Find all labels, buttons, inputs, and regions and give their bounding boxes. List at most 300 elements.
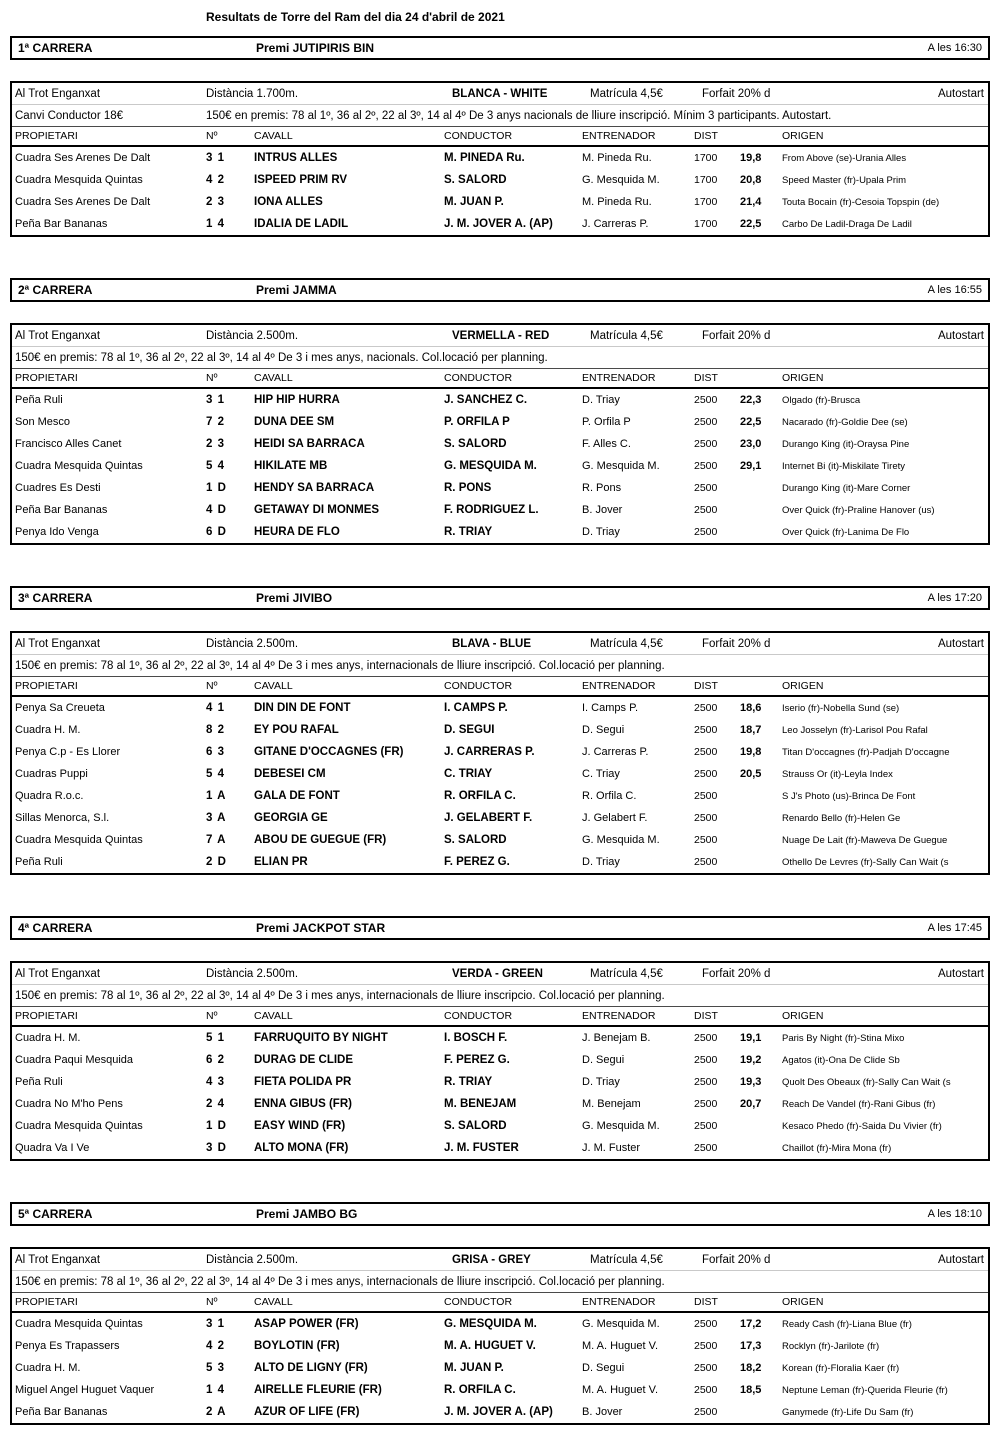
table-row: [12, 411, 988, 433]
race-premi-name: Premi JIVIBO: [256, 591, 333, 605]
cell-propietari: Peña Bar Bananas: [15, 1406, 108, 1418]
col-header-dist: DIST: [694, 130, 718, 142]
cell-cavall: ALTO MONA (FR): [254, 1142, 349, 1154]
cell-cavall: GEORGIA GE: [254, 812, 328, 824]
cell-conductor: M. BENEJAM: [444, 1098, 517, 1110]
table-row: [12, 147, 988, 169]
cell-cavall: DURAG DE CLIDE: [254, 1054, 354, 1066]
table-row: [12, 389, 988, 411]
race-rows: [12, 389, 988, 543]
cell-dist: 2500: [694, 702, 718, 714]
cell-propietari: Sillas Menorca, S.l.: [15, 812, 110, 824]
cell-cavall: ENNA GIBUS (FR): [254, 1098, 352, 1110]
col-header-num: Nº: [206, 1296, 218, 1308]
race-color: GRISA - GREY: [452, 1253, 531, 1266]
cell-propietari: Cuadra Mesquida Quintas: [15, 1120, 143, 1132]
race-number: 5ª CARRERA: [18, 1207, 93, 1221]
cell-propietari: Penya Es Trapassers: [15, 1340, 120, 1352]
cell-dist: 2500: [694, 1032, 718, 1044]
table-row: [12, 191, 988, 213]
table-row: [12, 455, 988, 477]
cell-entrenador: J. Carreras P.: [582, 218, 649, 230]
cell-entrenador: D. Segui: [582, 1362, 625, 1374]
race-header-bar: [10, 916, 990, 940]
race-table: [10, 1247, 990, 1425]
race-distance: Distància 2.500m.: [206, 637, 299, 650]
race-matricula: Matrícula 4,5€: [590, 329, 663, 342]
cell-entrenador: M. Pineda Ru.: [582, 152, 652, 164]
cell-num: 7 A: [206, 834, 227, 846]
race-prize-conditions: 150€ en premis: 78 al 1º, 36 al 2º, 22 al 3º, 14 al 4º De 3 i mes anys, nacionals. Col.locació per planning.: [15, 351, 548, 364]
cell-propietari: Cuadra Mesquida Quintas: [15, 834, 143, 846]
race-info-row: [12, 1249, 988, 1271]
table-header-row: [12, 677, 988, 697]
cell-entrenador: G. Mesquida M.: [582, 1318, 660, 1330]
cell-propietari: Miguel Angel Huguet Vaquer: [15, 1384, 155, 1396]
race-premi-name: Premi JAMMA: [256, 283, 337, 297]
table-row: [12, 829, 988, 851]
cell-origen: Neptune Leman (fr)-Querida Fleurie (fr): [782, 1384, 948, 1396]
cell-cavall: IONA ALLES: [254, 196, 323, 208]
cell-entrenador: C. Triay: [582, 768, 620, 780]
race-premis-row: [12, 655, 988, 677]
cell-conductor: I. CAMPS P.: [444, 702, 508, 714]
cell-record-time: 17,3: [740, 1340, 762, 1352]
cell-conductor: J. M. JOVER A. (AP): [444, 218, 553, 230]
cell-cavall: AIRELLE FLEURIE (FR): [254, 1384, 382, 1396]
col-header-num: Nº: [206, 372, 218, 384]
col-header-dist: DIST: [694, 1296, 718, 1308]
cell-num: 3 1: [206, 394, 225, 406]
race-mode: Al Trot Enganxat: [15, 967, 101, 980]
cell-origen: From Above (se)-Urania Alles: [782, 152, 907, 164]
cell-dist: 1700: [694, 218, 718, 230]
cell-origen: Internet Bi (it)-Miskilate Tirety: [782, 460, 905, 472]
cell-propietari: Cuadra Mesquida Quintas: [15, 1318, 143, 1330]
cell-dist: 2500: [694, 812, 718, 824]
cell-dist: 2500: [694, 460, 718, 472]
cell-origen: Korean (fr)-Floralia Kaer (fr): [782, 1362, 900, 1374]
race-forfait: Forfait 20% d: [702, 967, 771, 980]
cell-dist: 1700: [694, 174, 718, 186]
cell-origen: Durango King (it)-Oraysa Pine: [782, 438, 910, 450]
table-row: [12, 477, 988, 499]
race-matricula: Matrícula 4,5€: [590, 967, 663, 980]
cell-propietari: Francisco Alles Canet: [15, 438, 122, 450]
col-header-cavall: CAVALL: [254, 680, 293, 692]
race-number: 2ª CARRERA: [18, 283, 93, 297]
races-container: [10, 36, 990, 1425]
cell-origen: Strauss Or (it)-Leyla Index: [782, 768, 893, 780]
col-header-entrenador: ENTRENADOR: [582, 680, 656, 692]
cell-entrenador: P. Orfila P: [582, 416, 631, 428]
cell-dist: 2500: [694, 416, 718, 428]
race-distance: Distància 2.500m.: [206, 329, 299, 342]
race-start-type: Autostart: [937, 87, 984, 100]
cell-num: 6 3: [206, 746, 225, 758]
cell-cavall: ASAP POWER (FR): [254, 1318, 359, 1330]
cell-entrenador: M. Benejam: [582, 1098, 641, 1110]
table-header-row: [12, 127, 988, 147]
cell-num: 2 D: [206, 856, 227, 868]
cell-num: 4 3: [206, 1076, 225, 1088]
race-start-time: A les 17:20: [927, 592, 982, 604]
cell-num: 1 A: [206, 790, 227, 802]
table-row: [12, 1027, 988, 1049]
cell-cavall: EY POU RAFAL: [254, 724, 339, 736]
cell-origen: Renardo Bello (fr)-Helen Ge: [782, 812, 901, 824]
cell-record-time: 19,3: [740, 1076, 762, 1088]
col-header-conductor: CONDUCTOR: [444, 1296, 513, 1308]
table-row: [12, 741, 988, 763]
race-number: 4ª CARRERA: [18, 921, 93, 935]
race-section: [10, 278, 990, 545]
cell-num: 4 2: [206, 174, 225, 186]
col-header-dist: DIST: [694, 680, 718, 692]
cell-num: 1 D: [206, 482, 227, 494]
cell-conductor: S. SALORD: [444, 1120, 507, 1132]
cell-conductor: G. MESQUIDA M.: [444, 460, 537, 472]
cell-record-time: 29,1: [740, 460, 762, 472]
table-row: [12, 719, 988, 741]
race-number: 1ª CARRERA: [18, 41, 93, 55]
cell-conductor: D. SEGUI: [444, 724, 495, 736]
col-header-dist: DIST: [694, 1010, 718, 1022]
race-matricula: Matrícula 4,5€: [590, 637, 663, 650]
table-row: [12, 1401, 988, 1423]
cell-cavall: HENDY SA BARRACA: [254, 482, 375, 494]
cell-cavall: DEBESEI CM: [254, 768, 326, 780]
cell-propietari: Penya C.p - Es Llorer: [15, 746, 121, 758]
cell-dist: 1700: [694, 196, 718, 208]
col-header-num: Nº: [206, 1010, 218, 1022]
cell-propietari: Cuadra Mesquida Quintas: [15, 174, 143, 186]
cell-num: 5 1: [206, 1032, 225, 1044]
col-header-cavall: CAVALL: [254, 130, 293, 142]
race-start-time: A les 16:30: [927, 42, 982, 54]
cell-entrenador: G. Mesquida M.: [582, 174, 660, 186]
race-start-time: A les 16:55: [927, 284, 982, 296]
race-color: VERDA - GREEN: [452, 967, 543, 980]
cell-origen: Nacarado (fr)-Goldie Dee (se): [782, 416, 908, 428]
col-header-cavall: CAVALL: [254, 1010, 293, 1022]
race-forfait: Forfait 20% d: [702, 1253, 771, 1266]
cell-record-time: 21,4: [740, 196, 762, 208]
race-info-row: [12, 325, 988, 347]
table-row: [12, 1137, 988, 1159]
cell-cavall: HIKILATE MB: [254, 460, 328, 472]
cell-origen: Olgado (fr)-Brusca: [782, 394, 861, 406]
race-premi-name: Premi JAMBO BG: [256, 1207, 358, 1221]
cell-cavall: GETAWAY DI MONMES: [254, 504, 380, 516]
cell-entrenador: D. Triay: [582, 1076, 620, 1088]
race-distance: Distància 1.700m.: [206, 87, 299, 100]
table-header-row: [12, 1007, 988, 1027]
cell-origen: Durango King (it)-Mare Corner: [782, 482, 911, 494]
cell-entrenador: M. A. Huguet V.: [582, 1340, 659, 1352]
cell-cavall: ABOU DE GUEGUE (FR): [254, 834, 387, 846]
cell-conductor: S. SALORD: [444, 174, 507, 186]
cell-conductor: R. TRIAY: [444, 526, 493, 538]
cell-conductor: S. SALORD: [444, 438, 507, 450]
table-row: [12, 1357, 988, 1379]
table-row: [12, 763, 988, 785]
cell-dist: 2500: [694, 856, 718, 868]
table-row: [12, 807, 988, 829]
cell-entrenador: R. Pons: [582, 482, 622, 494]
cell-record-time: 22,5: [740, 218, 762, 230]
col-header-conductor: CONDUCTOR: [444, 1010, 513, 1022]
table-row: [12, 1335, 988, 1357]
race-info-row: [12, 83, 988, 105]
cell-origen: Paris By Night (fr)-Stina Mixo: [782, 1032, 905, 1044]
col-header-conductor: CONDUCTOR: [444, 372, 513, 384]
race-premis-row: [12, 105, 988, 127]
cell-dist: 2500: [694, 1054, 718, 1066]
race-distance: Distància 2.500m.: [206, 1253, 299, 1266]
cell-propietari: Cuadra H. M.: [15, 724, 81, 736]
cell-origen: Titan D'occagnes (fr)-Padjah D'occagne: [782, 746, 950, 758]
race-mode: Al Trot Enganxat: [15, 637, 101, 650]
col-header-conductor: CONDUCTOR: [444, 130, 513, 142]
cell-dist: 2500: [694, 1098, 718, 1110]
race-section: [10, 586, 990, 875]
cell-propietari: Cuadra H. M.: [15, 1032, 81, 1044]
cell-conductor: M. A. HUGUET V.: [444, 1340, 536, 1352]
col-header-propietari: PROPIETARI: [15, 1296, 78, 1308]
col-header-origen: ORIGEN: [782, 1010, 824, 1022]
cell-propietari: Penya Sa Creueta: [15, 702, 105, 714]
cell-cavall: EASY WIND (FR): [254, 1120, 346, 1132]
race-header-bar: [10, 1202, 990, 1226]
cell-dist: 2500: [694, 768, 718, 780]
cell-propietari: Cuadra Ses Arenes De Dalt: [15, 152, 151, 164]
cell-origen: Kesaco Phedo (fr)-Saida Du Vivier (fr): [782, 1120, 942, 1132]
col-header-entrenador: ENTRENADOR: [582, 1296, 656, 1308]
cell-cavall: ISPEED PRIM RV: [254, 174, 348, 186]
cell-conductor: P. ORFILA P: [444, 416, 510, 428]
cell-dist: 2500: [694, 504, 718, 516]
cell-origen: S J's Photo (us)-Brinca De Font: [782, 790, 916, 802]
cell-cavall: HEIDI SA BARRACA: [254, 438, 365, 450]
cell-conductor: M. PINEDA Ru.: [444, 152, 525, 164]
cell-num: 5 3: [206, 1362, 225, 1374]
cell-conductor: J. GELABERT F.: [444, 812, 533, 824]
cell-dist: 2500: [694, 1362, 718, 1374]
cell-cavall: DUNA DEE SM: [254, 416, 335, 428]
cell-num: 2 A: [206, 1406, 227, 1418]
cell-entrenador: D. Triay: [582, 526, 620, 538]
cell-num: 3 1: [206, 152, 225, 164]
cell-conductor: I. BOSCH F.: [444, 1032, 508, 1044]
cell-conductor: R. ORFILA C.: [444, 1384, 516, 1396]
race-rows: [12, 1313, 988, 1423]
cell-origen: Touta Bocain (fr)-Cesoia Topspin (de): [782, 196, 940, 208]
cell-num: 3 D: [206, 1142, 227, 1154]
cell-cavall: ALTO DE LIGNY (FR): [254, 1362, 368, 1374]
cell-propietari: Cuadra Ses Arenes De Dalt: [15, 196, 151, 208]
race-table: [10, 631, 990, 875]
cell-propietari: Quadra R.o.c.: [15, 790, 84, 802]
cell-num: 2 3: [206, 196, 225, 208]
table-row: [12, 521, 988, 543]
cell-cavall: BOYLOTIN (FR): [254, 1340, 340, 1352]
race-premis-row: [12, 1271, 988, 1293]
cell-num: 2 3: [206, 438, 225, 450]
cell-record-time: 18,5: [740, 1384, 762, 1396]
cell-entrenador: M. A. Huguet V.: [582, 1384, 659, 1396]
cell-origen: Speed Master (fr)-Upala Prim: [782, 174, 907, 186]
table-row: [12, 1049, 988, 1071]
race-start-type: Autostart: [937, 967, 984, 980]
cell-entrenador: J. Carreras P.: [582, 746, 649, 758]
col-header-origen: ORIGEN: [782, 130, 824, 142]
cell-conductor: J. CARRERAS P.: [444, 746, 535, 758]
cell-conductor: R. ORFILA C.: [444, 790, 516, 802]
cell-num: 4 D: [206, 504, 227, 516]
table-row: [12, 499, 988, 521]
race-section: [10, 36, 990, 237]
race-mode: Al Trot Enganxat: [15, 329, 101, 342]
cell-cavall: GITANE D'OCCAGNES (FR): [254, 746, 404, 758]
cell-origen: Quolt Des Obeaux (fr)-Sally Can Wait (s: [782, 1076, 951, 1088]
cell-cavall: HIP HIP HURRA: [254, 394, 340, 406]
cell-num: 8 2: [206, 724, 225, 736]
table-header-row: [12, 1293, 988, 1313]
cell-conductor: S. SALORD: [444, 834, 507, 846]
cell-origen: Over Quick (fr)-Lanima De Flo: [782, 526, 910, 538]
cell-cavall: INTRUS ALLES: [254, 152, 338, 164]
race-premis-row: [12, 985, 988, 1007]
cell-entrenador: F. Alles C.: [582, 438, 631, 450]
cell-cavall: FIETA POLIDA PR: [254, 1076, 352, 1088]
cell-num: 1 4: [206, 218, 225, 230]
cell-origen: Agatos (it)-Ona De Clide Sb: [782, 1054, 900, 1066]
cell-propietari: Peña Bar Bananas: [15, 504, 108, 516]
cell-cavall: HEURA DE FLO: [254, 526, 340, 538]
race-forfait: Forfait 20% d: [702, 637, 771, 650]
cell-cavall: AZUR OF LIFE (FR): [254, 1406, 360, 1418]
cell-record-time: 23,0: [740, 438, 762, 450]
cell-num: 2 4: [206, 1098, 225, 1110]
race-table: [10, 81, 990, 237]
race-mode: Al Trot Enganxat: [15, 1253, 101, 1266]
race-rows: [12, 1027, 988, 1159]
cell-dist: 1700: [694, 152, 718, 164]
cell-conductor: F. PEREZ G.: [444, 1054, 510, 1066]
race-rows: [12, 697, 988, 873]
cell-dist: 2500: [694, 1384, 718, 1396]
race-section: [10, 1202, 990, 1425]
cell-propietari: Cuadra No M'ho Pens: [15, 1098, 123, 1110]
race-color: BLAVA - BLUE: [452, 637, 532, 650]
race-start-time: A les 17:45: [927, 922, 982, 934]
table-row: [12, 1093, 988, 1115]
cell-record-time: 19,8: [740, 152, 762, 164]
race-section: [10, 916, 990, 1161]
cell-dist: 2500: [694, 1120, 718, 1132]
cell-propietari: Son Mesco: [15, 416, 71, 428]
col-header-conductor: CONDUCTOR: [444, 680, 513, 692]
cell-origen: Leo Josselyn (fr)-Larisol Pou Rafal: [782, 724, 928, 736]
cell-entrenador: D. Triay: [582, 394, 620, 406]
col-header-num: Nº: [206, 680, 218, 692]
table-row: [12, 433, 988, 455]
race-color: VERMELLA - RED: [452, 329, 550, 342]
cell-conductor: G. MESQUIDA M.: [444, 1318, 537, 1330]
cell-dist: 2500: [694, 724, 718, 736]
col-header-origen: ORIGEN: [782, 1296, 824, 1308]
cell-conductor: F. PEREZ G.: [444, 856, 510, 868]
race-premis-row: [12, 347, 988, 369]
cell-propietari: Penya Ido Venga: [15, 526, 99, 538]
cell-entrenador: J. M. Fuster: [582, 1142, 641, 1154]
cell-propietari: Quadra Va I Ve: [15, 1142, 90, 1154]
race-matricula: Matrícula 4,5€: [590, 1253, 663, 1266]
cell-entrenador: R. Orfila C.: [582, 790, 637, 802]
cell-origen: Rocklyn (fr)-Jarilote (fr): [782, 1340, 880, 1352]
race-forfait: Forfait 20% d: [702, 87, 771, 100]
page-title: Resultats de Torre del Ram del dia 24 d'abril de 2021: [206, 10, 505, 24]
col-header-origen: ORIGEN: [782, 372, 824, 384]
cell-dist: 2500: [694, 482, 718, 494]
cell-origen: Ganymede (fr)-Life Du Sam (fr): [782, 1406, 914, 1418]
table-row: [12, 1379, 988, 1401]
race-premi-name: Premi JUTIPIRIS BIN: [256, 41, 375, 55]
cell-num: 6 D: [206, 526, 227, 538]
cell-entrenador: M. Pineda Ru.: [582, 196, 652, 208]
cell-num: 1 4: [206, 1384, 225, 1396]
cell-propietari: Cuadra Paqui Mesquida: [15, 1054, 134, 1066]
race-prize-conditions: 150€ en premis: 78 al 1º, 36 al 2º, 22 al 3º, 14 al 4º De 3 i mes anys, internacionals de lliure inscripció. Col.locació per planning.: [15, 1275, 665, 1288]
race-prize-conditions: 150€ en premis: 78 al 1º, 36 al 2º, 22 al 3º, 14 al 4º De 3 i mes anys, internacionals de lliure inscripcio. Col.locació per planning.: [15, 989, 665, 1002]
cell-dist: 2500: [694, 1142, 718, 1154]
cell-entrenador: G. Mesquida M.: [582, 834, 660, 846]
col-header-propietari: PROPIETARI: [15, 372, 78, 384]
cell-origen: Chaillot (fr)-Mira Mona (fr): [782, 1142, 892, 1154]
cell-num: 3 A: [206, 812, 227, 824]
cell-origen: Nuage De Lait (fr)-Maweva De Guegue: [782, 834, 948, 846]
cell-entrenador: D. Segui: [582, 724, 625, 736]
cell-propietari: Peña Ruli: [15, 394, 63, 406]
col-header-propietari: PROPIETARI: [15, 130, 78, 142]
col-header-entrenador: ENTRENADOR: [582, 130, 656, 142]
table-row: [12, 851, 988, 873]
race-rows: [12, 147, 988, 235]
table-header-row: [12, 369, 988, 389]
cell-propietari: Cuadres Es Desti: [15, 482, 101, 494]
cell-origen: Ready Cash (fr)-Liana Blue (fr): [782, 1318, 912, 1330]
cell-num: 5 4: [206, 460, 225, 472]
cell-cavall: DIN DIN DE FONT: [254, 702, 351, 714]
cell-conductor: J. M. FUSTER: [444, 1142, 519, 1154]
race-forfait: Forfait 20% d: [702, 329, 771, 342]
cell-entrenador: D. Triay: [582, 856, 620, 868]
race-prize-conditions: 150€ en premis: 78 al 1º, 36 al 2º, 22 al 3º, 14 al 4º De 3 anys nacionals de lliure inscripció. Mínim 3 participants. Autostart.: [206, 109, 832, 122]
cell-record-time: 22,5: [740, 416, 762, 428]
cell-dist: 2500: [694, 1076, 718, 1088]
cell-record-time: 20,8: [740, 174, 762, 186]
cell-entrenador: G. Mesquida M.: [582, 1120, 660, 1132]
cell-propietari: Peña Bar Bananas: [15, 218, 108, 230]
race-color: BLANCA - WHITE: [452, 87, 548, 100]
col-header-propietari: PROPIETARI: [15, 680, 78, 692]
race-number: 3ª CARRERA: [18, 591, 93, 605]
cell-dist: 2500: [694, 834, 718, 846]
cell-entrenador: J. Gelabert F.: [582, 812, 648, 824]
race-header-bar: [10, 36, 990, 60]
cell-dist: 2500: [694, 746, 718, 758]
